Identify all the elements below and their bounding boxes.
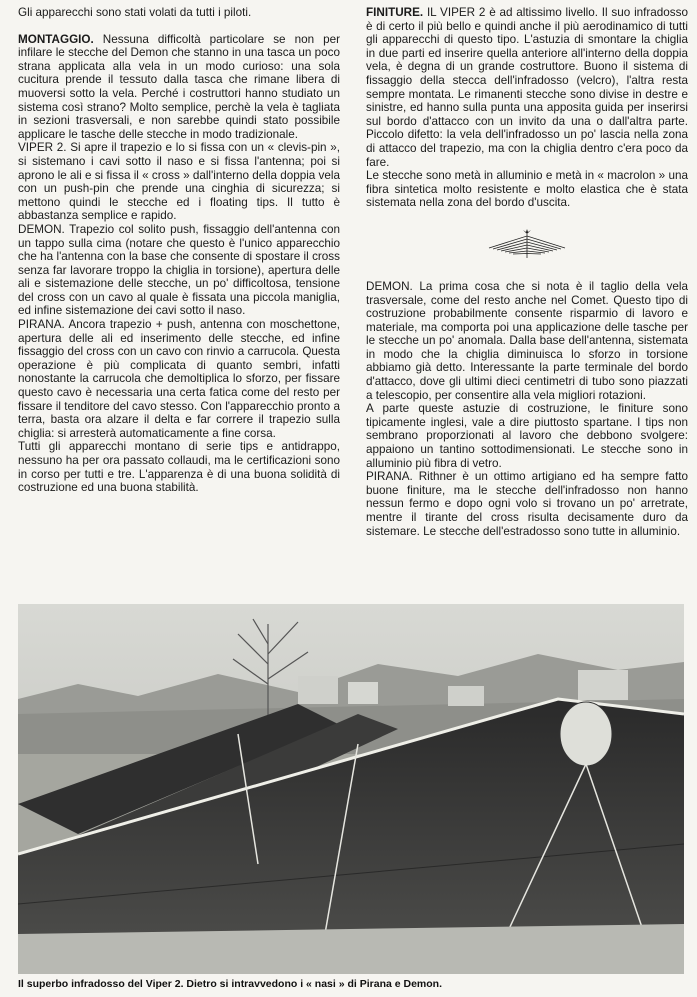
- photo-illustration: [18, 604, 684, 974]
- finiture-battens-paragraph: Le stecche sono metà in alluminio e metà in « macrolon » una fibra sintetica molto resistente e molto elastica che è stata sistemata nella zona del bordo d'uscita.: [366, 169, 688, 210]
- viper-photo: [18, 604, 684, 974]
- conclusion-paragraph: Tutti gli apparecchi montano di serie tips e antidrappo, nessuno ha per ora passato collaudi, ma le certificazioni sono in corso per tutti e tre. L'apparenza è di una buona solidità di costruzione ed una buona stabilità.: [18, 440, 340, 495]
- pirana-assembly-paragraph: PIRANA. Ancora trapezio + push, antenna con moschettone, apertura delle ali ed inserimento delle stecche, ed infine fissaggio del cross con un cavo con rinvio a carrucola. Questa operazione è più complicata di quanto sembri, infatti nonostante la carrucola che demoltiplica lo sforzo, per fissare questo cavo è necessaria una certa fatica come del resto per fissare il tenditore del cavo stesso. Con l'apparecchio pronto a terra, basta ora alzare il delta e far correre il trapezio sulla chiglia: si arresterà automaticamente a fine corsa.: [18, 318, 340, 440]
- right-column: [366, 6, 688, 538]
- hang-glider-logo: [487, 228, 567, 262]
- photo-caption: Il superbo infradosso del Viper 2. Dietro si intravvedono i « nasi » di Pirana e Demon.: [18, 978, 443, 990]
- montaggio-heading: MONTAGGIO.: [18, 32, 94, 46]
- viper-assembly-paragraph: VIPER 2. Si apre il trapezio e lo si fissa con un « clevis-pin », si sistemano i cavi sotto il naso e si fissa l'antenna; poi si aprono le ali e si fissa il « cross » dall'interno della doppia vela con un push-pin che prende una cinghia di sicurezza; si mettono quindi le stecche ed i floating tips. Il tutto è abbastanza semplice e rapido.: [18, 141, 340, 223]
- finiture-text: IL VIPER 2 è ad altissimo livello. Il suo infradosso è di certo il più bello e quindi anche il più aerodinamico di tutti gli apparecchi di questo tipo. L'astuzia di smontare la chiglia in due parti ed inserire quella anteriore all'interno della doppia vela, è degna di un grande costruttore. Buono il sistema di fissaggio della stecca dell'infradosso (velcro), l'altra resta sempre montata. Le rimanenti stecche sono divise in destre e sinistre, ed hanno sulla punta una apposita guida per inserirsi sul bordo d'attacco con un invito da una o dall'altra parte. Piccolo difetto: la vela dell'infradosso un po' lascia nella zona di attacco del trapezio, ma con la chiglia dentro c'era poco da fare.: [366, 6, 688, 169]
- astuzie-paragraph: A parte queste astuzie di costruzione, le finiture sono tipicamente inglesi, vale a dire piuttosto spartane. I tips non sembrano proporzionati al lavoro che debbono svolgere: appaiono un tantino sottodimensionati. Le stecche sono in alluminio più fibra di vetro.: [366, 402, 688, 470]
- montaggio-paragraph: [18, 33, 340, 142]
- demon-finish-paragraph: DEMON. La prima cosa che si nota è il taglio della vela trasversale, come del resto anche nel Comet. Questo tipo di costruzione probabilmente consente risparmio di lavoro e materiale, ma comporta poi una applicazione delle tasche per le stecche un po' anomala. Dalla base dell'antenna, sistemata in modo che la chiglia diminuisca lo sforzo in torsione abbiamo già detto. Interessante la parte terminale del bordo d'attacco, dove gli ultimi dieci centimetri di tubo sono piazzati a telescopio, per consentire alla vela migliori rotazioni.: [366, 279, 688, 402]
- intro-paragraph: Gli apparecchi sono stati volati da tutti i piloti.: [18, 6, 252, 19]
- finiture-heading: FINITURE.: [366, 6, 424, 19]
- left-column: [18, 6, 340, 495]
- pirana-finish-paragraph: PIRANA. Rithner è un ottimo artigiano ed ha sempre fatto buone finiture, ma le stecche dell'infradosso non hanno nessun fermo e dopo ogni volo si trovano un po' arretrate, mentre il tirante del cross risulta decisamente duro da sistemare. Le stecche dell'estradosso sono tutte in alluminio.: [366, 470, 688, 538]
- finiture-paragraph: [366, 6, 688, 169]
- demon-assembly-paragraph: DEMON. Trapezio col solito push, fissaggio dell'antenna con un tappo sulla cima (notare che questo è l'unico apparecchio che ha l'antenna con la base che consente di spostare il cross senza far lavorare troppo la chiglia in torsione), apertura delle ali e sistemazione delle stecche, un po' difficoltosa, tensione del cross con un cavo al quale è fissata una piccola maniglia, ed infine sistemazione dei cavi sotto il naso.: [18, 222, 340, 318]
- montaggio-text: Nessuna difficoltà particolare se non per infilare le stecche del Demon che stanno in una tasca un poco strana applicata alla vela in un modo curioso: una sola cucitura prende il tessuto dalla tasca che rimane libera di muoversi sotto la vela. Perché i costruttori hanno studiato un sistema così strano? Molto semplice, perchè la vela è tagliata in sezioni trasversali, e non sarebbe quindi stato possibile applicare le tasche delle stecche in modo tradizionale.: [18, 32, 340, 141]
